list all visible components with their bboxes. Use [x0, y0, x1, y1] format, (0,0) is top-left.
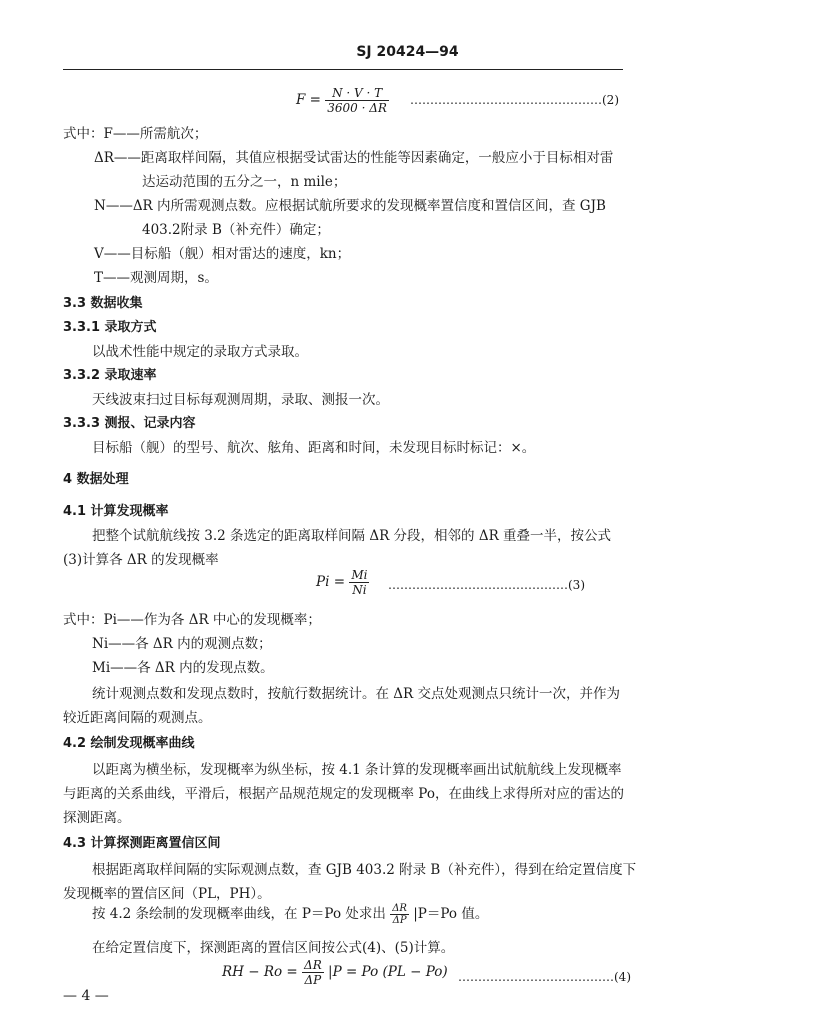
section-4-2-para-line1: 以距离为横坐标，发现概率为纵坐标，按 4.1 条计算的发现概率画出试航航线上发现概率	[92, 762, 622, 778]
section-4-3-para-line1: 根据距离取样间隔的实际观测点数，查 GJB 403.2 附录 B（补充件），得到在给定置信度下	[92, 862, 637, 878]
formula-2-fraction	[325, 86, 389, 115]
section-3-3-2-body: 天线波束扫过目标每观测周期，录取、测报一次。	[92, 392, 389, 408]
formula-4-denominator: ΔP	[304, 973, 322, 987]
section-4-2-para-line2: 与距离的关系曲线，平滑后，根据产品规范规定的发现概率 Po，在曲线上求得所对应的雷达的	[63, 786, 624, 802]
section-3-3-2-title: 3.3.2 录取速率	[63, 368, 157, 383]
standard-code-header: SJ 20424—94	[356, 44, 459, 60]
section-3-3-title: 3.3 数据收集	[63, 296, 143, 311]
section-4-1-note-line1: 统计观测点数和发现点数时，按航行数据统计。在 ΔR 交点处观测点只统计一次，并作为	[92, 686, 620, 702]
section-4-1-para-line1: 把整个试航航线按 3.2 条选定的距离取样间隔 ΔR 分段，相邻的 ΔR 重叠一半，按公式	[92, 528, 612, 544]
where-2-N-line2: 403.2附录 B（补充件）确定；	[142, 222, 330, 238]
section-3-3-1-title: 3.3.1 录取方式	[63, 320, 157, 335]
formula-4-fraction	[302, 958, 324, 987]
where-2-deltaR-line1: ΔR——距离取样间隔，其值应根据受试雷达的性能等因素确定，一般应小于目标相对雷	[94, 150, 614, 166]
section-4-3-para-line3-end: |P＝Po 值。	[413, 906, 489, 922]
where-3-Ni: Ni——各 ΔR 内的观测点数；	[92, 636, 272, 652]
formula-2-numerator: N · V · T	[325, 86, 389, 101]
where-3-intro: 式中：Pi——作为各 ΔR 中心的发现概率；	[63, 612, 321, 628]
inline-fraction-denominator: ΔP	[392, 915, 407, 926]
formula-2-denominator: 3600 · ΔR	[327, 101, 387, 115]
section-4-1-title: 4.1 计算发现概率	[63, 504, 169, 519]
section-4-3-title: 4.3 计算探测距离置信区间	[63, 836, 221, 851]
formula-3-numerator: Mi	[351, 568, 368, 582]
section-4-3-para-line4: 在给定置信度下，探测距离的置信区间按公式(4)、(5)计算。	[92, 940, 455, 956]
formula-3	[316, 568, 369, 597]
section-4-title: 4 数据处理	[63, 472, 129, 487]
formula-4	[222, 958, 448, 987]
formula-3-denominator: Ni	[352, 583, 367, 597]
section-4-3-para-line2: 发现概率的置信区间（PL，PH）。	[63, 886, 271, 902]
formula-2	[296, 86, 389, 115]
section-4-3-para-line3-start: 按 4.2 条绘制的发现概率曲线，在 P＝Po 处求出	[92, 906, 386, 922]
page-number: — 4 —	[63, 988, 109, 1004]
section-4-1-para-line2: (3)计算各 ΔR 的发现概率	[63, 552, 219, 568]
formula-3-fraction	[349, 568, 369, 597]
section-4-3-inline-fraction	[390, 903, 409, 926]
where-2-T: T——观测周期，s。	[94, 270, 218, 286]
formula-2-leader: …………………………………………(2)	[410, 93, 619, 107]
formula-4-lhs: RH − Ro =	[222, 964, 298, 980]
section-4-1-note-line2: 较近距离间隔的观测点。	[63, 710, 212, 726]
inline-fraction-numerator: ΔR	[392, 903, 407, 914]
formula-4-numerator: ΔR	[304, 958, 322, 972]
header-rule	[63, 69, 623, 70]
where-2-deltaR-line2: 达运动范围的五分之一，n mile；	[142, 174, 347, 190]
formula-4-rhs: |P = Po (PL − Po)	[328, 964, 448, 980]
where-2-N-line1: N——ΔR 内所需观测点数。应根据试航所要求的发现概率置信度和置信区间，查 GJB	[94, 198, 606, 214]
section-4-2-title: 4.2 绘制发现概率曲线	[63, 736, 195, 751]
section-4-3-para-line3	[92, 902, 488, 926]
where-3-Mi: Mi——各 ΔR 内的发现点数。	[92, 660, 274, 676]
section-3-3-1-body: 以战术性能中规定的录取方式录取。	[92, 344, 308, 360]
section-3-3-3-body: 目标船（舰）的型号、航次、舷角、距离和时间，未发现目标时标记：×。	[92, 440, 536, 456]
formula-3-lhs: Pi =	[316, 574, 346, 590]
section-4-2-para-line3: 探测距离。	[63, 810, 131, 826]
where-2-intro: 式中：F——所需航次；	[63, 126, 208, 142]
formula-4-leader: …………………………………(4)	[458, 970, 631, 984]
section-3-3-3-title: 3.3.3 测报、记录内容	[63, 416, 196, 431]
formula-3-leader: ………………………………………(3)	[388, 578, 585, 592]
formula-2-lhs: F =	[296, 92, 321, 108]
where-2-V: V——目标船（舰）相对雷达的速度，kn；	[94, 246, 351, 262]
